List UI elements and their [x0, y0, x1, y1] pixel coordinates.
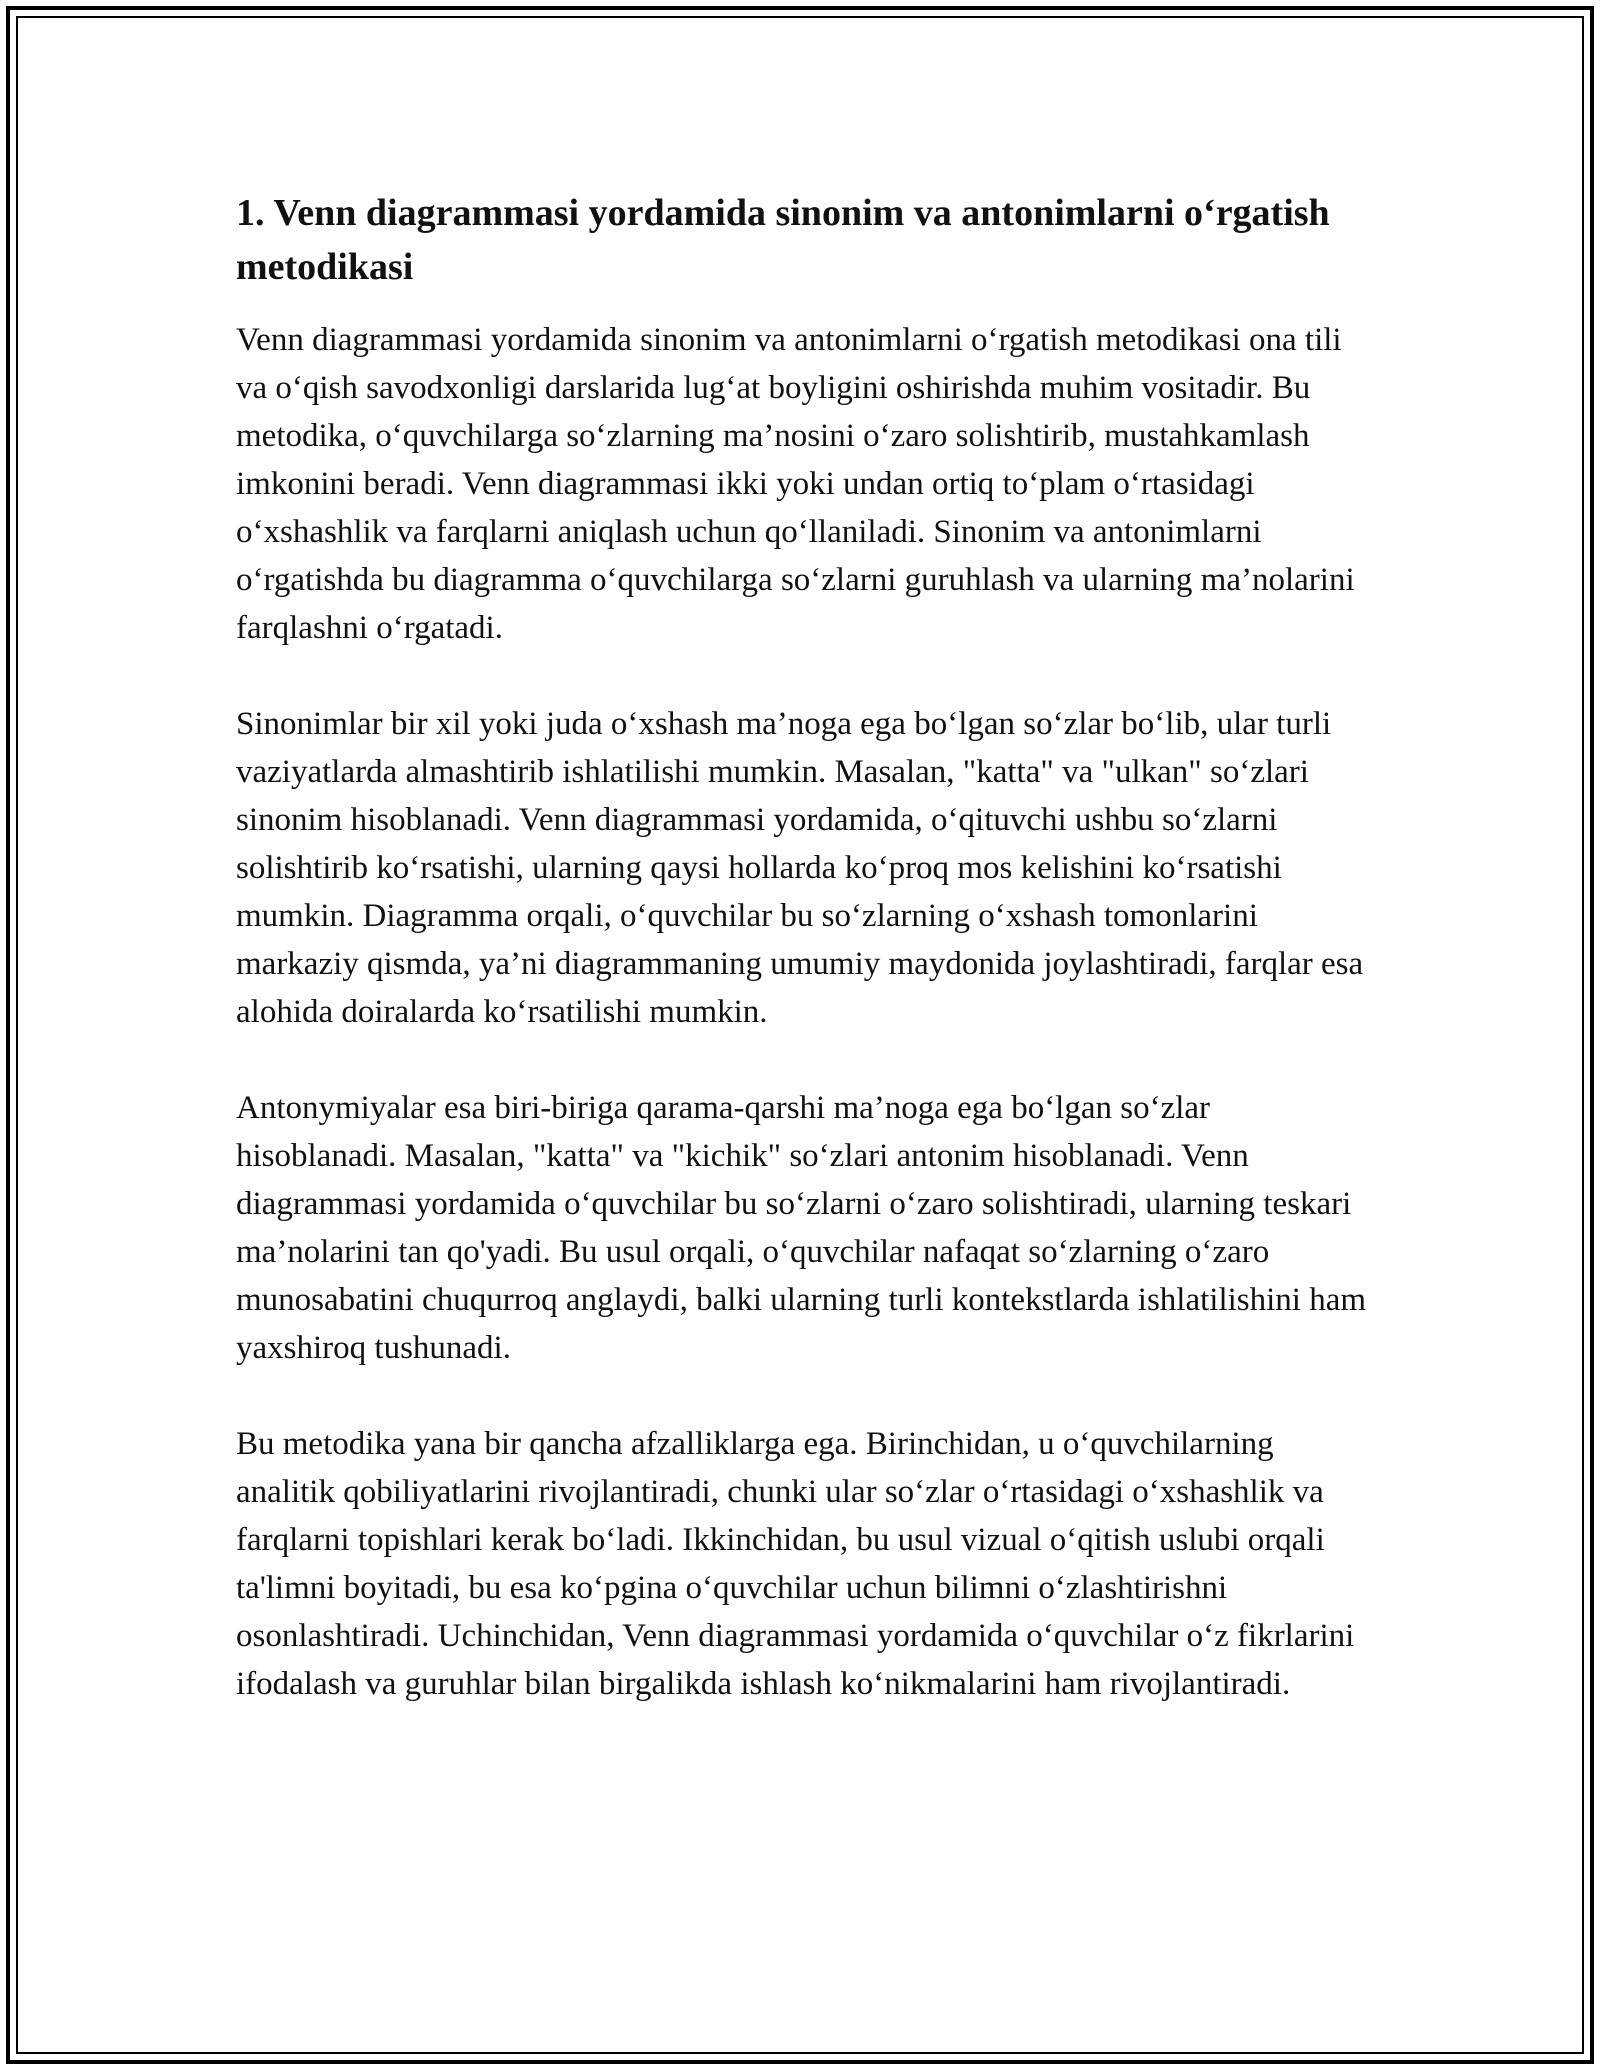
paragraph-antonyms: Antonymiyalar esa biri-biriga qarama-qarshi ma’noga ega bo‘lgan so‘zlar hisoblanadi. Masalan, "katta" va "kichik" so‘zlari antonim hisoblanadi. Venn diagrammasi yordamida o‘quvchilar bu so‘zlarni o‘zaro solishtiradi, ularning teskari ma’nolarini tan qo'yadi. Bu usul orqali, o‘quvchilar nafaqat so‘zlarning o‘zaro munosabatini chuqurroq anglaydi, balki ularning turli kontekstlarda ishlatilishini ham yaxshiroq tushunadi. [236, 1090, 1367, 1366]
paragraph-synonyms: Sinonimlar bir xil yoki juda o‘xshash ma’noga ega bo‘lgan so‘zlar bo‘lib, ular turli vaziyatlarda almashtirib ishlatilishi mumkin. Masalan, "katta" va "ulkan" so‘zlari sinonim hisoblanadi. Venn diagrammasi yordamida, o‘qituvchi ushbu so‘zlarni solishtirib ko‘rsatishi, ularning qaysi hollarda ko‘proq mos kelishini ko‘rsatishi mumkin. Diagramma orqali, o‘quvchilar bu so‘zlarning o‘xshash tomonlarini markaziy qismda, ya’ni diagrammaning umumiy maydonida joylashtiradi, farqlar esa alohida doiralarda ko‘rsatilishi mumkin. [236, 706, 1364, 1030]
paragraph-intro: Venn diagrammasi yordamida sinonim va antonimlarni o‘rgatish metodikasi ona tili va o‘qish savodxonligi darslarida lug‘at boyligini oshirishda muhim vositadir. Bu metodika, o‘quvchilarga so‘zlarning ma’nosini o‘zaro solishtirib, mustahkamlash imkonini beradi. Venn diagrammasi ikki yoki undan ortiq to‘plam o‘rtasidagi o‘xshashlik va farqlarni aniqlash uchun qo‘llaniladi. Sinonim va antonimlarni o‘rgatishda bu diagramma o‘quvchilarga so‘zlarni guruhlash va ularning ma’nolarini farqlashni o‘rgatadi. [236, 322, 1355, 646]
section-heading: 1. Venn diagrammasi yordamida sinonim va antonimlarni o‘rgatish metodikasi [236, 192, 1330, 288]
paragraph-advantages: Bu metodika yana bir qancha afzalliklarga ega. Birinchidan, u o‘quvchilarning analitik qobiliyatlarini rivojlantiradi, chunki ular so‘zlar o‘rtasidagi o‘xshashlik va farqlarni topishlari kerak bo‘ladi. Ikkinchidan, bu usul vizual o‘qitish uslubi orqali ta'limni boyitadi, bu esa ko‘pgina o‘quvchilar uchun bilimni o‘zlashtirishni osonlashtiradi. Uchinchidan, Venn diagrammasi yordamida o‘quvchilar o‘z fikrlarini ifodalash va guruhlar bilan birgalikda ishlash ko‘nikmalarini ham rivojlantiradi. [236, 1426, 1355, 1702]
document-body [236, 186, 1376, 1756]
